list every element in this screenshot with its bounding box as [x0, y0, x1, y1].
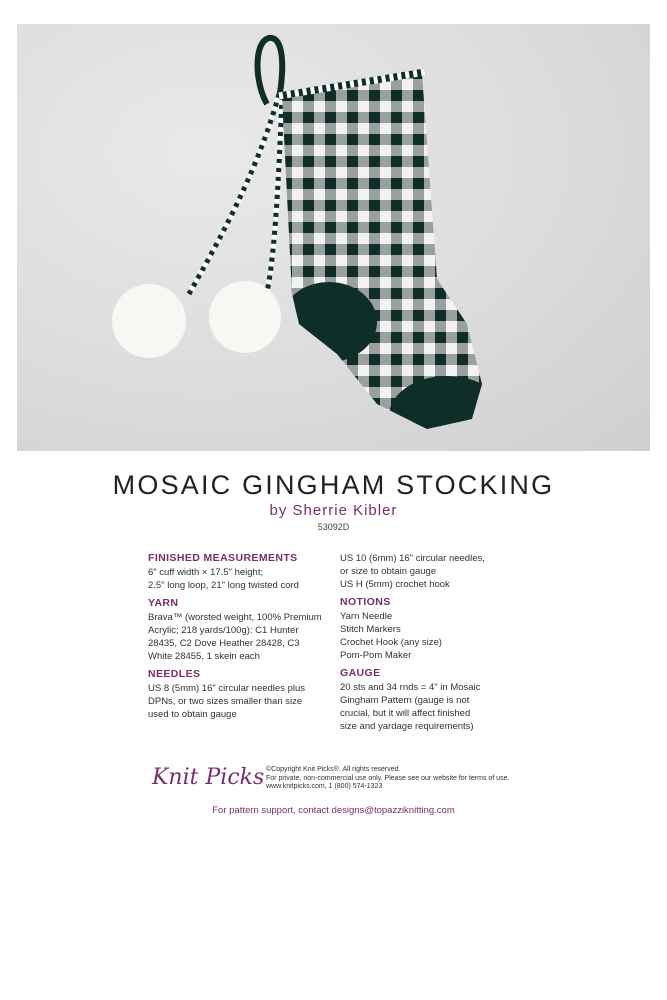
- section-finished-measurements: [148, 552, 333, 592]
- twisted-cord-left: [189, 94, 279, 294]
- section-body: Yarn Needle Stitch Markers Crochet Hook (any size) Pom-Pom Maker: [340, 611, 442, 661]
- section-gauge: [340, 667, 525, 733]
- pattern-support-link[interactable]: For pattern support, contact designs@topazziknitting.com: [212, 805, 455, 816]
- copyright-notice: [266, 766, 509, 792]
- section-heading: NEEDLES: [148, 668, 201, 680]
- pom-pom-right: [209, 281, 281, 353]
- logo-text: Knit Picks: [152, 765, 265, 790]
- details-left-column: [148, 552, 333, 726]
- section-heading: YARN: [148, 597, 179, 609]
- section-body: US 10 (6mm) 16" circular needles, or size to obtain gauge US H (5mm) crochet hook: [340, 553, 485, 590]
- pattern-code: 53092D: [317, 522, 350, 532]
- knit-picks-logo: [150, 760, 265, 794]
- stocking-illustration: [17, 24, 650, 451]
- designer-byline: by Sherrie Kibler: [269, 502, 398, 519]
- terms-line: For private, non-commercial use only. Please see our website for terms of use.: [266, 774, 510, 782]
- section-yarn: [148, 597, 333, 663]
- section-body: 20 sts and 34 rnds = 4" in Mosaic Gingham Pattern (gauge is not crucial, but it will affect finished size and yardage requirements): [340, 682, 481, 732]
- pattern-title: MOSAIC GINGHAM STOCKING: [112, 470, 555, 500]
- section-heading: FINISHED MEASUREMENTS: [148, 552, 298, 564]
- pom-pom-left: [112, 284, 186, 358]
- section-body: US 8 (5mm) 16" circular needles plus DPNs, or two sizes smaller than size used to obtain gauge: [148, 683, 306, 720]
- section-body: Brava™ (worsted weight, 100% Premium Acrylic; 218 yards/100g): C1 Hunter 28435, C2 Dove Heather 28428, C3 White 28455, 1 skein each: [148, 612, 322, 662]
- product-photo: [17, 24, 650, 451]
- section-needles: [148, 668, 333, 721]
- section-needles-continued: [340, 552, 525, 591]
- section-heading: GAUGE: [340, 667, 381, 679]
- section-notions: [340, 596, 525, 662]
- section-body: 6" cuff width × 17.5" height; 2.5" long loop, 21" long twisted cord: [148, 567, 299, 591]
- contact-line: www.knitpicks.com, 1 (800) 574-1323: [266, 783, 383, 790]
- copyright-line: ©Copyright Knit Picks®. All rights reserved.: [266, 766, 401, 773]
- details-right-column: [340, 552, 525, 738]
- section-heading: NOTIONS: [340, 596, 391, 608]
